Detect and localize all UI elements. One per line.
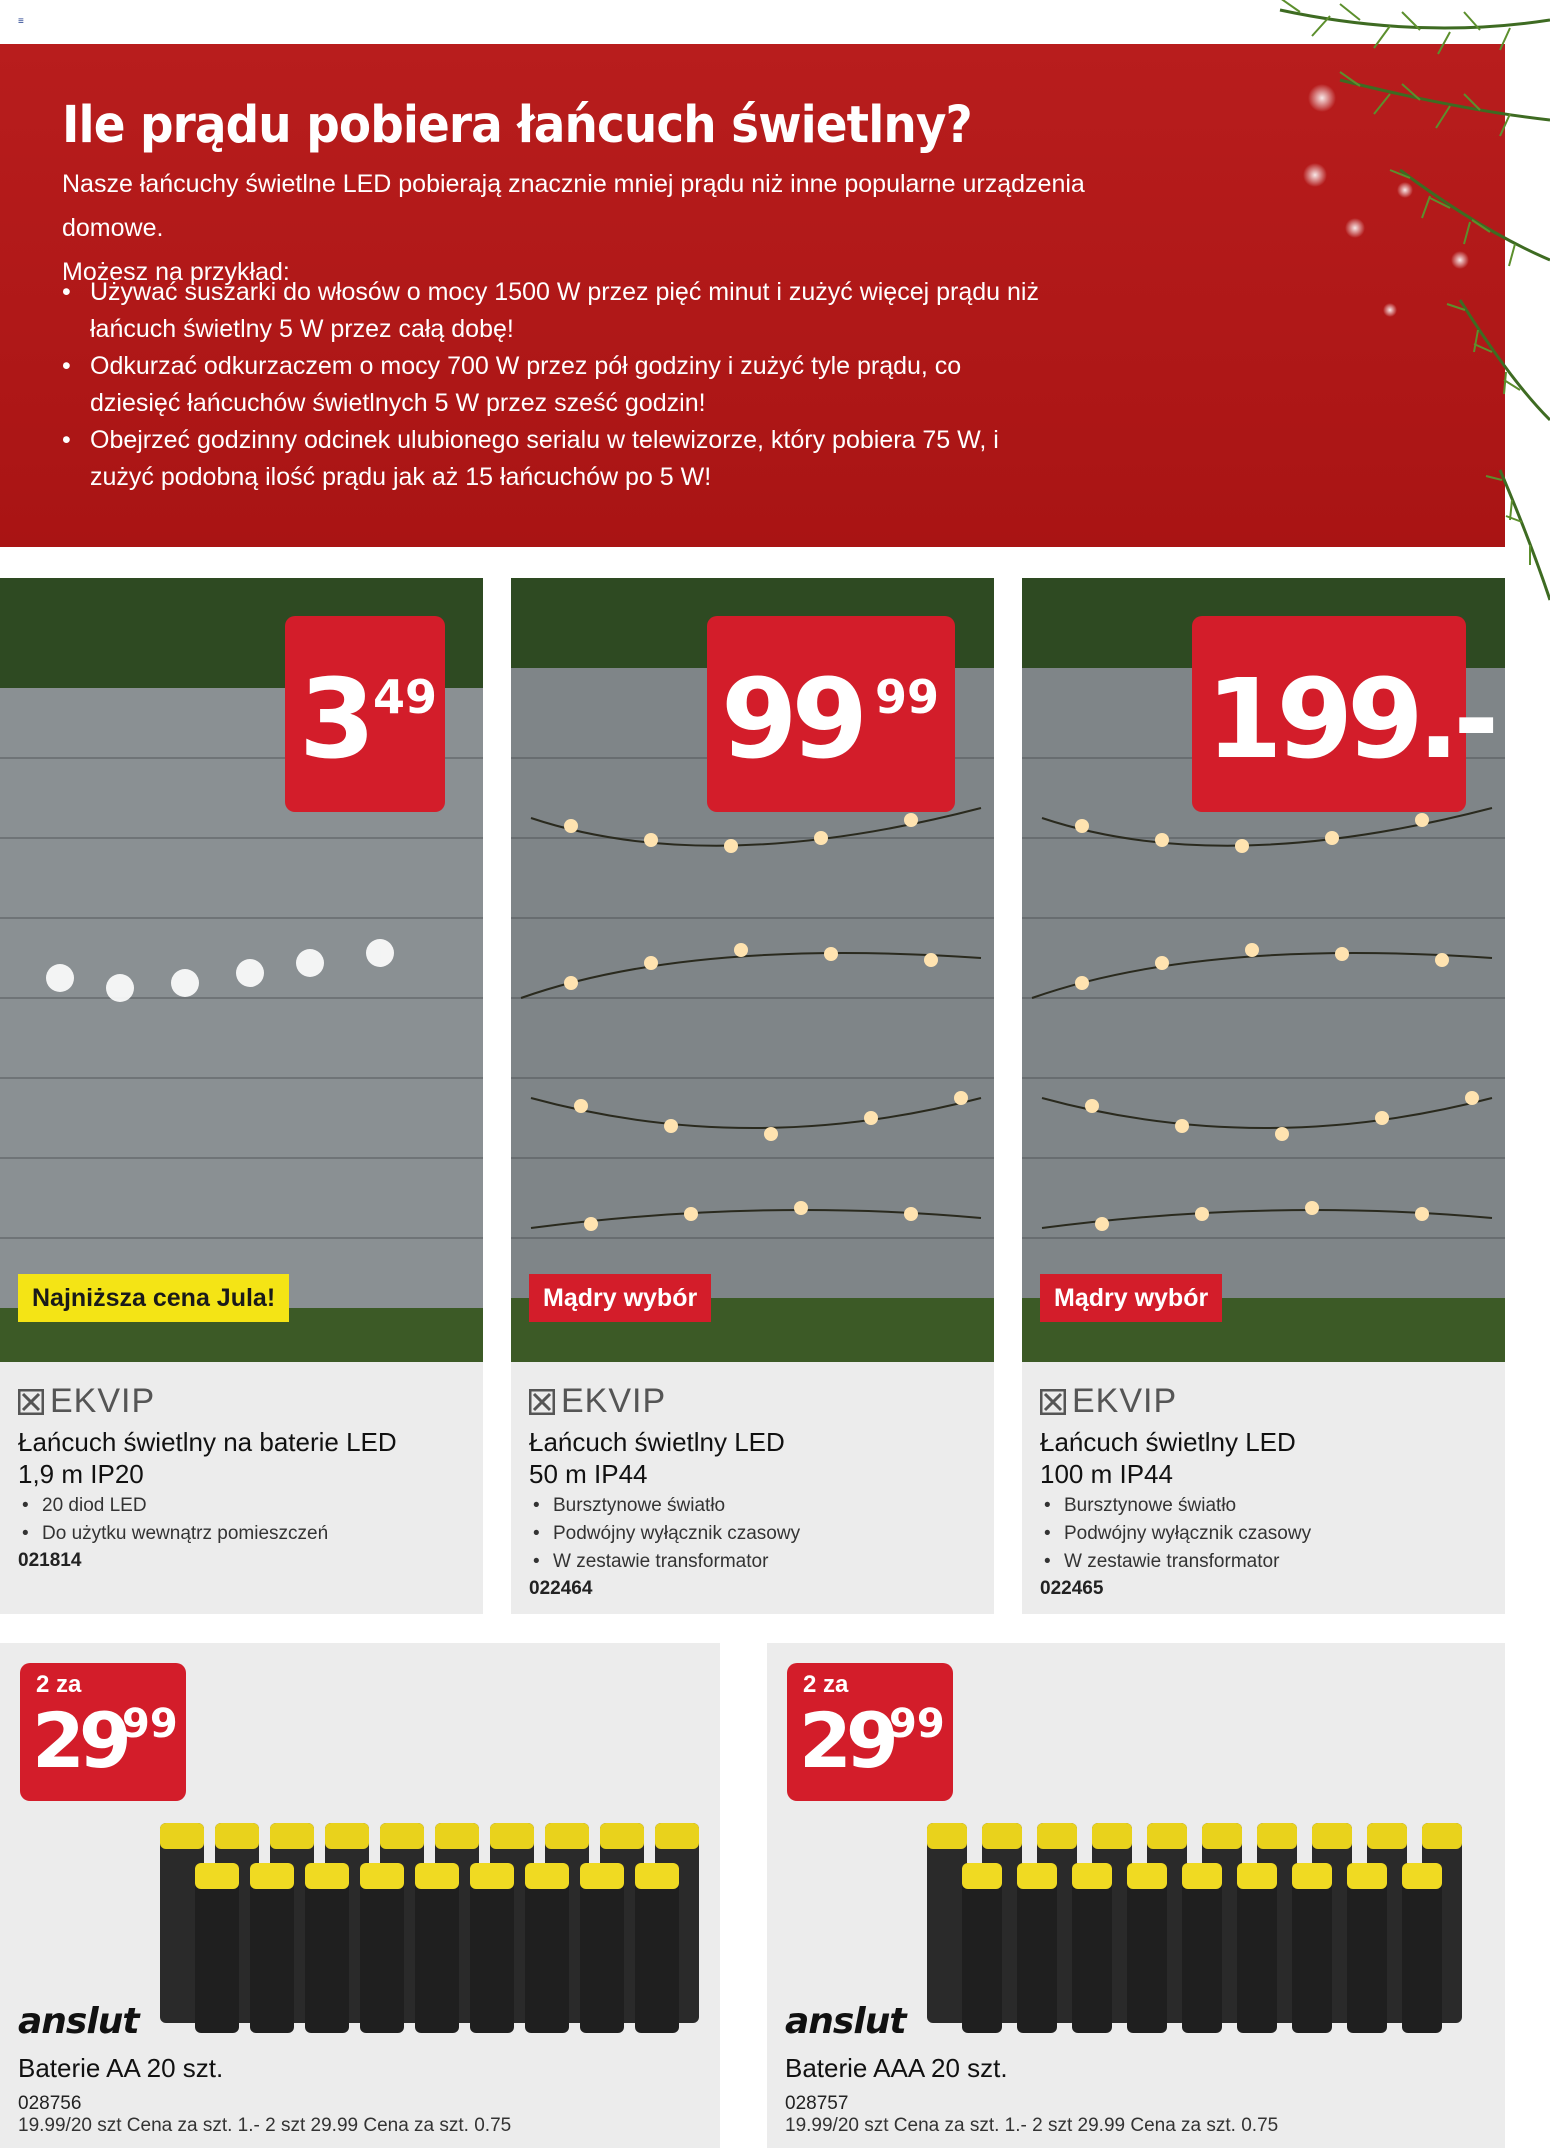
multibuy-label: 2 za (803, 1671, 849, 1698)
product-title-line: Łańcuch świetlny LED (529, 1427, 785, 1457)
price-main: 29 (799, 1696, 893, 1785)
anslut-logo: anslut (18, 2001, 139, 2042)
price-main: 3 (299, 655, 370, 783)
multibuy-label: 2 za (36, 1671, 82, 1698)
battery-pack-image (150, 1803, 720, 2033)
feature-item: • W zestawie transformator (1040, 1548, 1311, 1576)
lowest-price-badge: Najniższa cena Jula! (18, 1274, 289, 1322)
feature-item: • 20 diod LED (18, 1492, 328, 1520)
ekvip-logo-icon (529, 1389, 555, 1415)
battery-pack-image (917, 1803, 1487, 2033)
feature-list (18, 1492, 328, 1548)
price-main: 99 (721, 655, 863, 783)
feature-item: • W zestawie transformator (529, 1548, 800, 1576)
brand-name: EKVIP (1072, 1382, 1178, 1420)
brand-logo (18, 1382, 155, 1421)
product-photo[interactable] (0, 578, 483, 1362)
feature-item: • Do użytku wewnątrz pomieszczeń (18, 1520, 328, 1548)
battery-card[interactable] (767, 1643, 1505, 2148)
product-title-line: 100 m IP44 (1040, 1459, 1173, 1489)
product-title-line: Łańcuch świetlny na baterie LED (18, 1427, 397, 1457)
price-tag (20, 1663, 186, 1801)
feature-list (1040, 1492, 1311, 1576)
price-tag (707, 616, 955, 812)
price-tag (787, 1663, 953, 1801)
feature-item: • Podwójny wyłącznik czasowy (1040, 1520, 1311, 1548)
banner-bullet: • Używać suszarki do włosów o mocy 1500 W przez pięć minut i zużyć więcej prądu niż łańcuch świetlny 5 W przez całą dobę! (62, 274, 1042, 348)
anslut-logo: anslut (785, 2001, 906, 2042)
ekvip-logo-icon (18, 1389, 44, 1415)
product-title (18, 1426, 468, 1490)
banner-lead-line: Możesz na przykład: (62, 258, 290, 286)
price-main: 199.- (1206, 655, 1494, 783)
product-info[interactable] (0, 1362, 483, 1614)
product-title: Baterie AAA 20 szt. (785, 2053, 1008, 2083)
price-main: 29 (32, 1696, 126, 1785)
banner-bullets (62, 274, 1042, 496)
menu-icon[interactable]: ≡ (18, 16, 24, 27)
brand-logo (529, 1382, 666, 1421)
price-cents: 99 (122, 1701, 178, 1747)
unit-price-note: 19.99/20 szt Cena za szt. 1.- 2 szt 29.99 Cena za szt. 0.75 (18, 2115, 512, 2136)
product-code: 022465 (1040, 1578, 1104, 1599)
banner-bullet: • Odkurzać odkurzaczem o mocy 700 W przez pół godziny i zużyć tyle prądu, co dziesięć łańcuchów świetlnych 5 W przez sześć godzin! (62, 348, 1042, 422)
price-cents: 99 (875, 670, 940, 724)
price-cents: 49 (373, 670, 438, 724)
feature-list (529, 1492, 800, 1576)
product-title-line: Łańcuch świetlny LED (1040, 1427, 1296, 1457)
banner-lead-line: Nasze łańcuchy świetlne LED pobierają znacznie mniej prądu niż inne popularne urządzenia domowe. (62, 170, 1085, 242)
brand-logo (1040, 1382, 1177, 1421)
product-code: 021814 (18, 1550, 82, 1571)
product-photo[interactable] (511, 578, 994, 1362)
ekvip-logo-icon (1040, 1389, 1066, 1415)
price-tag (285, 616, 445, 812)
smart-choice-badge: Mądry wybór (1040, 1274, 1222, 1322)
product-code: 028756 (18, 2093, 82, 2114)
brand-name: EKVIP (561, 1382, 667, 1420)
product-code: 022464 (529, 1578, 593, 1599)
brand-name: EKVIP (50, 1382, 156, 1420)
unit-price-note: 19.99/20 szt Cena za szt. 1.- 2 szt 29.99 Cena za szt. 0.75 (785, 2115, 1279, 2136)
battery-card[interactable] (0, 1643, 720, 2148)
price-tag (1192, 616, 1494, 812)
feature-item: • Bursztynowe światło (1040, 1492, 1311, 1520)
banner-bullet: • Obejrzeć godzinny odcinek ulubionego serialu w telewizorze, który pobiera 75 W, i zużyć podobną ilość prądu jak aż 15 łańcuchów po 5 W! (62, 422, 1042, 496)
product-title (1040, 1426, 1490, 1490)
product-photo[interactable] (1022, 578, 1505, 1362)
product-info[interactable] (1022, 1362, 1505, 1614)
feature-item: • Bursztynowe światło (529, 1492, 800, 1520)
smart-choice-badge: Mądry wybór (529, 1274, 711, 1322)
product-title: Baterie AA 20 szt. (18, 2053, 224, 2083)
product-code: 028757 (785, 2093, 849, 2114)
price-cents: 99 (889, 1701, 945, 1747)
product-title (529, 1426, 979, 1490)
feature-item: • Podwójny wyłącznik czasowy (529, 1520, 800, 1548)
banner-title: Ile prądu pobiera łańcuch świetlny? (62, 96, 972, 155)
product-title-line: 1,9 m IP20 (18, 1459, 144, 1489)
product-title-line: 50 m IP44 (529, 1459, 648, 1489)
product-info[interactable] (511, 1362, 994, 1614)
info-banner (0, 44, 1505, 547)
